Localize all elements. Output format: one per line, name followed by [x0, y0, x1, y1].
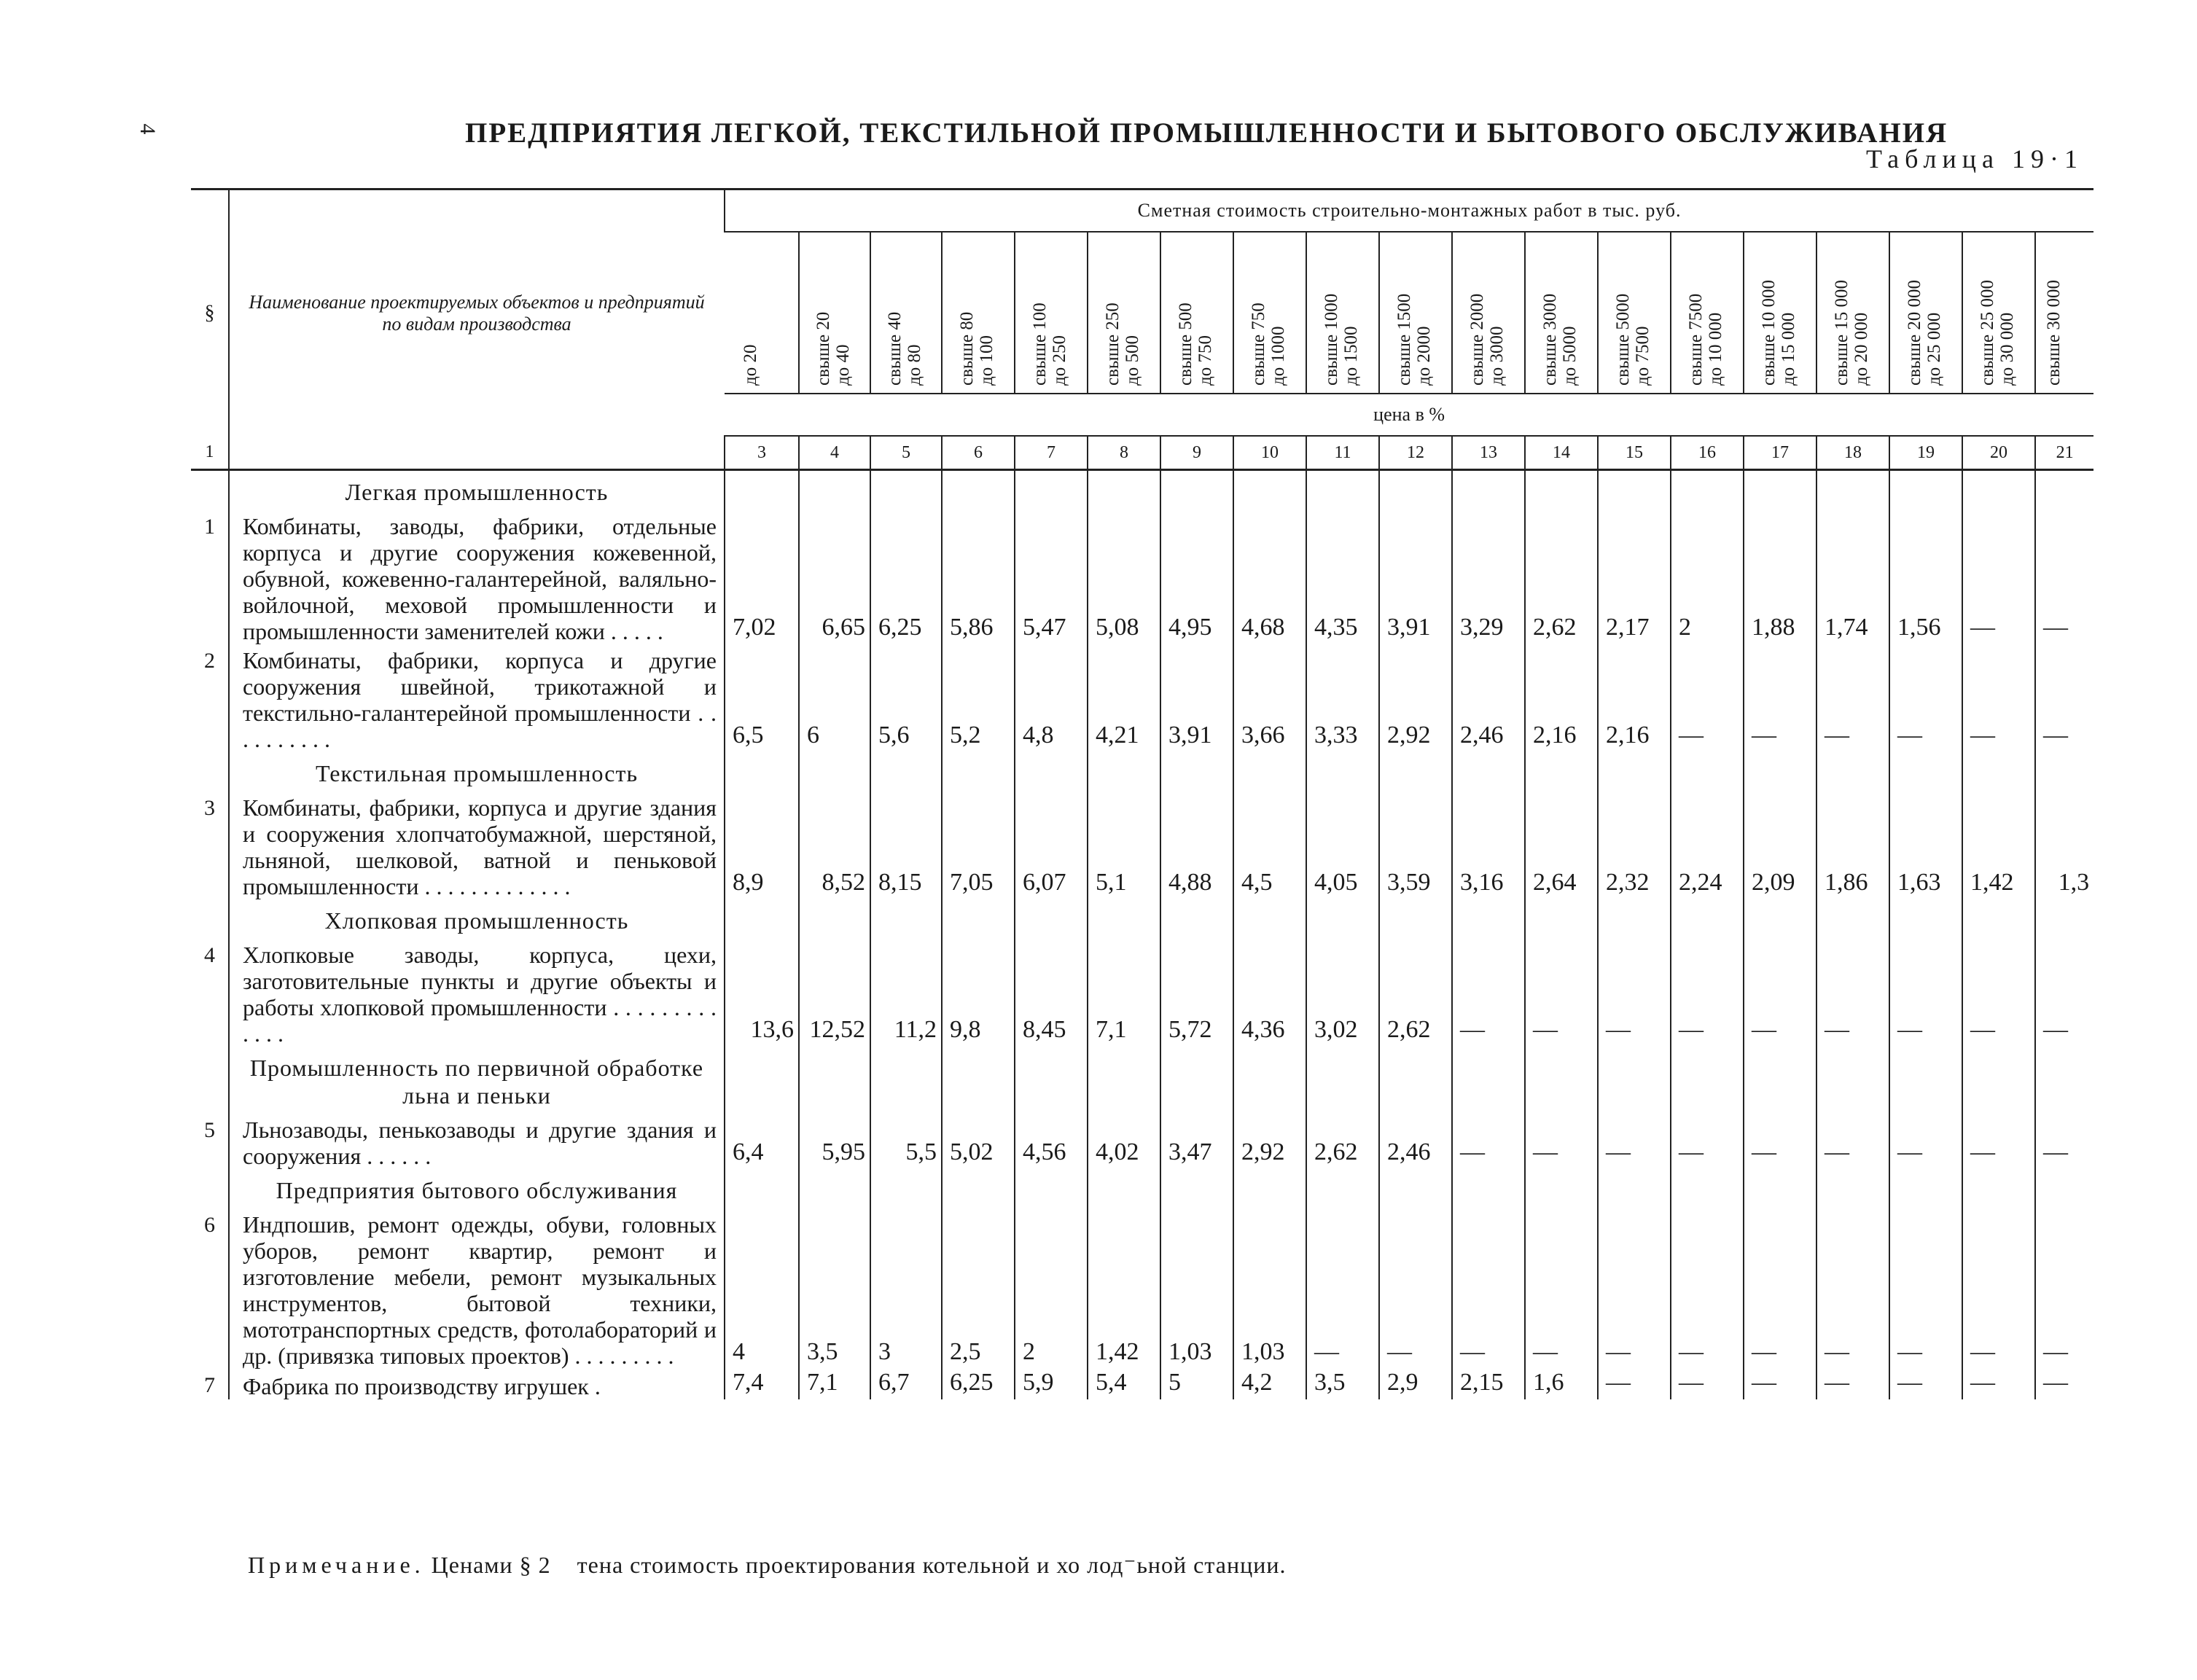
price-unit-label: цена в %: [725, 394, 2093, 436]
section-heading: Предприятия бытового обслуживания: [229, 1169, 725, 1208]
table-row: [191, 939, 2093, 1047]
price-value: 4,21: [1088, 644, 1160, 752]
table-row: [191, 1369, 2093, 1399]
price-value: —: [1816, 1369, 1889, 1399]
price-value: 6,5: [725, 644, 799, 752]
price-value: 5,4: [1088, 1369, 1160, 1399]
price-value: —: [1816, 644, 1889, 752]
price-value: —: [1744, 1369, 1816, 1399]
price-value: —: [1671, 644, 1744, 752]
price-value: —: [1962, 510, 2035, 644]
price-value: 1,3: [2035, 792, 2093, 899]
range-header: свыше 1000 до 1500: [1322, 293, 1361, 386]
column-number: 17: [1744, 436, 1816, 470]
section-heading-row: [191, 752, 2093, 792]
table-row: [191, 792, 2093, 899]
price-value: 6,65: [799, 510, 870, 644]
column-number: 19: [1889, 436, 1962, 470]
price-value: —: [1671, 939, 1744, 1047]
price-value: —: [1744, 644, 1816, 752]
column-number: 8: [1088, 436, 1160, 470]
column-number: 18: [1816, 436, 1889, 470]
section-heading-row: [191, 470, 2093, 511]
range-header: свыше 250 до 500: [1103, 302, 1142, 386]
price-value: —: [1452, 1208, 1525, 1369]
price-value: 1,86: [1816, 792, 1889, 899]
price-value: —: [1816, 939, 1889, 1047]
price-value: —: [1452, 1114, 1525, 1169]
price-value: 6,4: [725, 1114, 799, 1169]
price-value: 5,2: [942, 644, 1015, 752]
price-value: —: [2035, 510, 2093, 644]
column-number: 3: [725, 436, 799, 470]
price-value: —: [1306, 1208, 1379, 1369]
table-row: [191, 1114, 2093, 1169]
range-header: до 20: [740, 344, 760, 386]
price-value: —: [1671, 1114, 1744, 1169]
price-value: 5,9: [1015, 1369, 1088, 1399]
section-heading-row: [191, 1047, 2093, 1114]
price-value: —: [1744, 1208, 1816, 1369]
price-value: 1,6: [1525, 1369, 1598, 1399]
range-header: свыше 500 до 750: [1176, 302, 1215, 386]
price-value: 5,6: [870, 644, 942, 752]
column-number: 14: [1525, 436, 1598, 470]
price-value: 2,5: [942, 1208, 1015, 1369]
price-value: 2,32: [1598, 792, 1671, 899]
column-number: 15: [1598, 436, 1671, 470]
price-value: —: [1379, 1208, 1452, 1369]
range-header: свыше 20 000 до 25 000: [1905, 279, 1944, 386]
price-value: 4,36: [1233, 939, 1306, 1047]
column-number: 4: [799, 436, 870, 470]
column-number: 11: [1306, 436, 1379, 470]
price-value: 2,92: [1233, 1114, 1306, 1169]
column-number-row: [191, 436, 2093, 470]
price-value: 4,5: [1233, 792, 1306, 899]
footnote-label: Примечание.: [248, 1552, 425, 1578]
price-value: 2,62: [1379, 939, 1452, 1047]
row-number: 3: [204, 796, 215, 820]
table-header: [191, 190, 2093, 470]
price-value: 4,88: [1160, 792, 1233, 899]
price-value: 4,8: [1015, 644, 1088, 752]
price-value: 1,63: [1889, 792, 1962, 899]
price-value: 3,5: [1306, 1369, 1379, 1399]
range-header: свыше 80 до 100: [957, 311, 996, 386]
price-value: —: [1962, 644, 2035, 752]
row-description: Комбинаты, заводы, фабрики, отдельные корпуса и другие сооружения кожевенной, обувной, кожевенно-галантерейной, валяльно-войлочной, меховой промышленности и промышленности заменителей кожи . . . . .: [229, 510, 725, 644]
price-value: 2,46: [1452, 644, 1525, 752]
price-value: 6,25: [942, 1369, 1015, 1399]
price-value: —: [1452, 939, 1525, 1047]
price-value: 4: [725, 1208, 799, 1369]
range-header: свыше 3000 до 5000: [1540, 293, 1580, 386]
column-number: 16: [1671, 436, 1744, 470]
row-description: Фабрика по производству игрушек .: [229, 1369, 725, 1399]
table-row: [191, 644, 2093, 752]
price-value: 1,03: [1233, 1208, 1306, 1369]
price-value: 1,42: [1962, 792, 2035, 899]
price-value: 5,86: [942, 510, 1015, 644]
row-number: 7: [204, 1373, 215, 1397]
price-value: 8,45: [1015, 939, 1088, 1047]
column-number: 5: [870, 436, 942, 470]
price-value: 3,16: [1452, 792, 1525, 899]
price-value: 2,16: [1525, 644, 1598, 752]
table-row: [191, 510, 2093, 644]
range-header: свыше 1500 до 2000: [1394, 293, 1434, 386]
price-value: —: [2035, 939, 2093, 1047]
price-value: 2,24: [1671, 792, 1744, 899]
price-value: 2,9: [1379, 1369, 1452, 1399]
range-header: свыше 15 000 до 20 000: [1832, 279, 1871, 386]
price-value: 7,4: [725, 1369, 799, 1399]
column-number: 6: [942, 436, 1015, 470]
range-header: свыше 10 000 до 15 000: [1759, 279, 1798, 386]
range-header: свыше 20 до 40: [813, 311, 853, 386]
row-description: Комбинаты, фабрики, корпуса и другие здания и сооружения хлопчатобумажной, шерстяной, льняной, шелковой, ватной и пеньковой промышленности . . . . . . . . . . . . .: [229, 792, 725, 899]
price-value: 7,1: [799, 1369, 870, 1399]
column-number: 1: [191, 436, 229, 470]
footnote: [248, 1551, 1286, 1579]
column-number: 13: [1452, 436, 1525, 470]
price-value: 4,68: [1233, 510, 1306, 644]
section-heading: Хлопковая промышленность: [229, 899, 725, 939]
price-value: 5,72: [1160, 939, 1233, 1047]
range-header: свыше 750 до 1000: [1249, 302, 1288, 386]
price-value: 2,92: [1379, 644, 1452, 752]
price-value: 8,15: [870, 792, 942, 899]
column-number: 7: [1015, 436, 1088, 470]
price-value: —: [1744, 1114, 1816, 1169]
price-value: 8,9: [725, 792, 799, 899]
price-value: 5,5: [870, 1114, 942, 1169]
price-value: 3,33: [1306, 644, 1379, 752]
price-value: 2,64: [1525, 792, 1598, 899]
price-value: 4,35: [1306, 510, 1379, 644]
section-heading: Промышленность по первичной обработке льна и пеньки: [229, 1047, 725, 1114]
price-value: 9,8: [942, 939, 1015, 1047]
row-number: 4: [204, 943, 215, 967]
range-header: свыше 25 000 до 30 000: [1978, 279, 2017, 386]
price-value: —: [1744, 939, 1816, 1047]
price-value: 6,7: [870, 1369, 942, 1399]
section-heading: Текстильная промышленность: [229, 752, 725, 792]
price-value: —: [1525, 939, 1598, 1047]
price-value: —: [1962, 939, 2035, 1047]
price-value: 2,15: [1452, 1369, 1525, 1399]
price-value: 5,47: [1015, 510, 1088, 644]
row-description: Комбинаты, фабрики, корпуса и другие сооружения швейной, трикотажной и текстильно-галантерейной промышленности . . . . . . . . . .: [229, 644, 725, 752]
range-header: свыше 30 000: [2043, 279, 2064, 386]
price-value: —: [1889, 1208, 1962, 1369]
price-value: —: [1962, 1114, 2035, 1169]
price-value: 3,91: [1160, 644, 1233, 752]
column-number: 20: [1962, 436, 2035, 470]
price-value: 2,17: [1598, 510, 1671, 644]
price-value: —: [1889, 644, 1962, 752]
price-value: 5,95: [799, 1114, 870, 1169]
price-value: 13,6: [725, 939, 799, 1047]
column-number: 12: [1379, 436, 1452, 470]
price-value: 3,02: [1306, 939, 1379, 1047]
table-label: Таблица 19·1: [1866, 144, 2083, 173]
price-value: —: [2035, 644, 2093, 752]
name-column-header: Наименование проектируемых объектов и предприятий по видам производства: [229, 190, 725, 437]
price-value: 3,66: [1233, 644, 1306, 752]
column-number: 10: [1233, 436, 1306, 470]
price-value: 4,05: [1306, 792, 1379, 899]
price-value: 6: [799, 644, 870, 752]
price-value: —: [1671, 1208, 1744, 1369]
range-header: свыше 2000 до 3000: [1467, 293, 1507, 386]
row-number: 6: [204, 1213, 215, 1237]
range-header: свыше 7500 до 10 000: [1686, 293, 1725, 386]
price-value: —: [1816, 1208, 1889, 1369]
price-value: 5,02: [942, 1114, 1015, 1169]
price-value: 2: [1015, 1208, 1088, 1369]
price-value: 6,25: [870, 510, 942, 644]
price-value: 5: [1160, 1369, 1233, 1399]
price-value: 4,56: [1015, 1114, 1088, 1169]
price-value: —: [1525, 1114, 1598, 1169]
price-value: —: [1598, 1208, 1671, 1369]
price-value: —: [1598, 1369, 1671, 1399]
price-value: 2,62: [1306, 1114, 1379, 1169]
price-value: 5,1: [1088, 792, 1160, 899]
column-number: [229, 436, 725, 470]
price-value: —: [1816, 1114, 1889, 1169]
price-value: 1,42: [1088, 1208, 1160, 1369]
footnote-text: Ценами § 2 тена стоимость проектирования котельной и хо лод⁻ьной станции.: [431, 1552, 1287, 1578]
range-header: свыше 100 до 250: [1030, 302, 1069, 386]
price-value: —: [1889, 1369, 1962, 1399]
price-value: 3,47: [1160, 1114, 1233, 1169]
price-value: —: [1962, 1208, 2035, 1369]
price-value: 5,08: [1088, 510, 1160, 644]
price-value: 12,52: [799, 939, 870, 1047]
range-header: свыше 40 до 80: [885, 311, 924, 386]
price-value: —: [1598, 939, 1671, 1047]
price-value: 4,02: [1088, 1114, 1160, 1169]
price-value: 7,05: [942, 792, 1015, 899]
price-value: 2,16: [1598, 644, 1671, 752]
price-value: —: [1962, 1369, 2035, 1399]
range-header: свыше 5000 до 7500: [1613, 293, 1652, 386]
table-row: [191, 1208, 2093, 1369]
price-value: 8,52: [799, 792, 870, 899]
price-value: —: [1889, 1114, 1962, 1169]
price-value: 3,5: [799, 1208, 870, 1369]
price-value: —: [2035, 1114, 2093, 1169]
price-value: 1,74: [1816, 510, 1889, 644]
row-number: 2: [204, 649, 215, 673]
page-number: 4: [136, 123, 160, 135]
price-value: 3: [870, 1208, 942, 1369]
price-value: 3,59: [1379, 792, 1452, 899]
section-heading: Легкая промышленность: [229, 470, 725, 511]
row-description: Индпошив, ремонт одежды, обуви, головных уборов, ремонт квартир, ремонт и изготовление мебели, ремонт музыкальных инструментов, бытовой техники, мототранспортных средств, фотолабораторий и др. (привязка типовых проектов) . . . . . . . . .: [229, 1208, 725, 1369]
price-table: [191, 188, 2093, 1399]
section-heading-row: [191, 899, 2093, 939]
table-body: [191, 470, 2093, 1400]
row-description: Льнозаводы, пенькозаводы и другие здания и сооружения . . . . . .: [229, 1114, 725, 1169]
price-value: 2,62: [1525, 510, 1598, 644]
section-symbol-header: §: [191, 190, 229, 437]
price-value: 6,07: [1015, 792, 1088, 899]
price-value: 1,88: [1744, 510, 1816, 644]
cost-span-header: Сметная стоимость строительно-монтажных работ в тыс. руб.: [725, 190, 2093, 233]
price-value: —: [1671, 1369, 1744, 1399]
price-value: —: [1889, 939, 1962, 1047]
price-value: 11,2: [870, 939, 942, 1047]
price-value: 2,46: [1379, 1114, 1452, 1169]
price-value: 4,95: [1160, 510, 1233, 644]
section-heading-row: [191, 1169, 2093, 1208]
row-number: 5: [204, 1118, 215, 1142]
page-title: ПРЕДПРИЯТИЯ ЛЕГКОЙ, ТЕКСТИЛЬНОЙ ПРОМЫШЛЕННОСТИ И БЫТОВОГО ОБСЛУЖИВАНИЯ: [465, 117, 1948, 149]
price-value: 1,56: [1889, 510, 1962, 644]
price-value: —: [1525, 1208, 1598, 1369]
price-value: —: [2035, 1208, 2093, 1369]
price-value: 2,09: [1744, 792, 1816, 899]
price-value: —: [1598, 1114, 1671, 1169]
column-number: 21: [2035, 436, 2093, 470]
price-value: —: [2035, 1369, 2093, 1399]
price-value: 3,29: [1452, 510, 1525, 644]
price-value: 4,2: [1233, 1369, 1306, 1399]
row-description: Хлопковые заводы, корпуса, цехи, заготовительные пункты и другие объекты и работы хлопковой промышленности . . . . . . . . . . . . .: [229, 939, 725, 1047]
row-number: 1: [204, 515, 215, 539]
price-value: 2: [1671, 510, 1744, 644]
column-number: 9: [1160, 436, 1233, 470]
price-value: 7,1: [1088, 939, 1160, 1047]
price-value: 7,02: [725, 510, 799, 644]
price-value: 1,03: [1160, 1208, 1233, 1369]
price-value: 3,91: [1379, 510, 1452, 644]
